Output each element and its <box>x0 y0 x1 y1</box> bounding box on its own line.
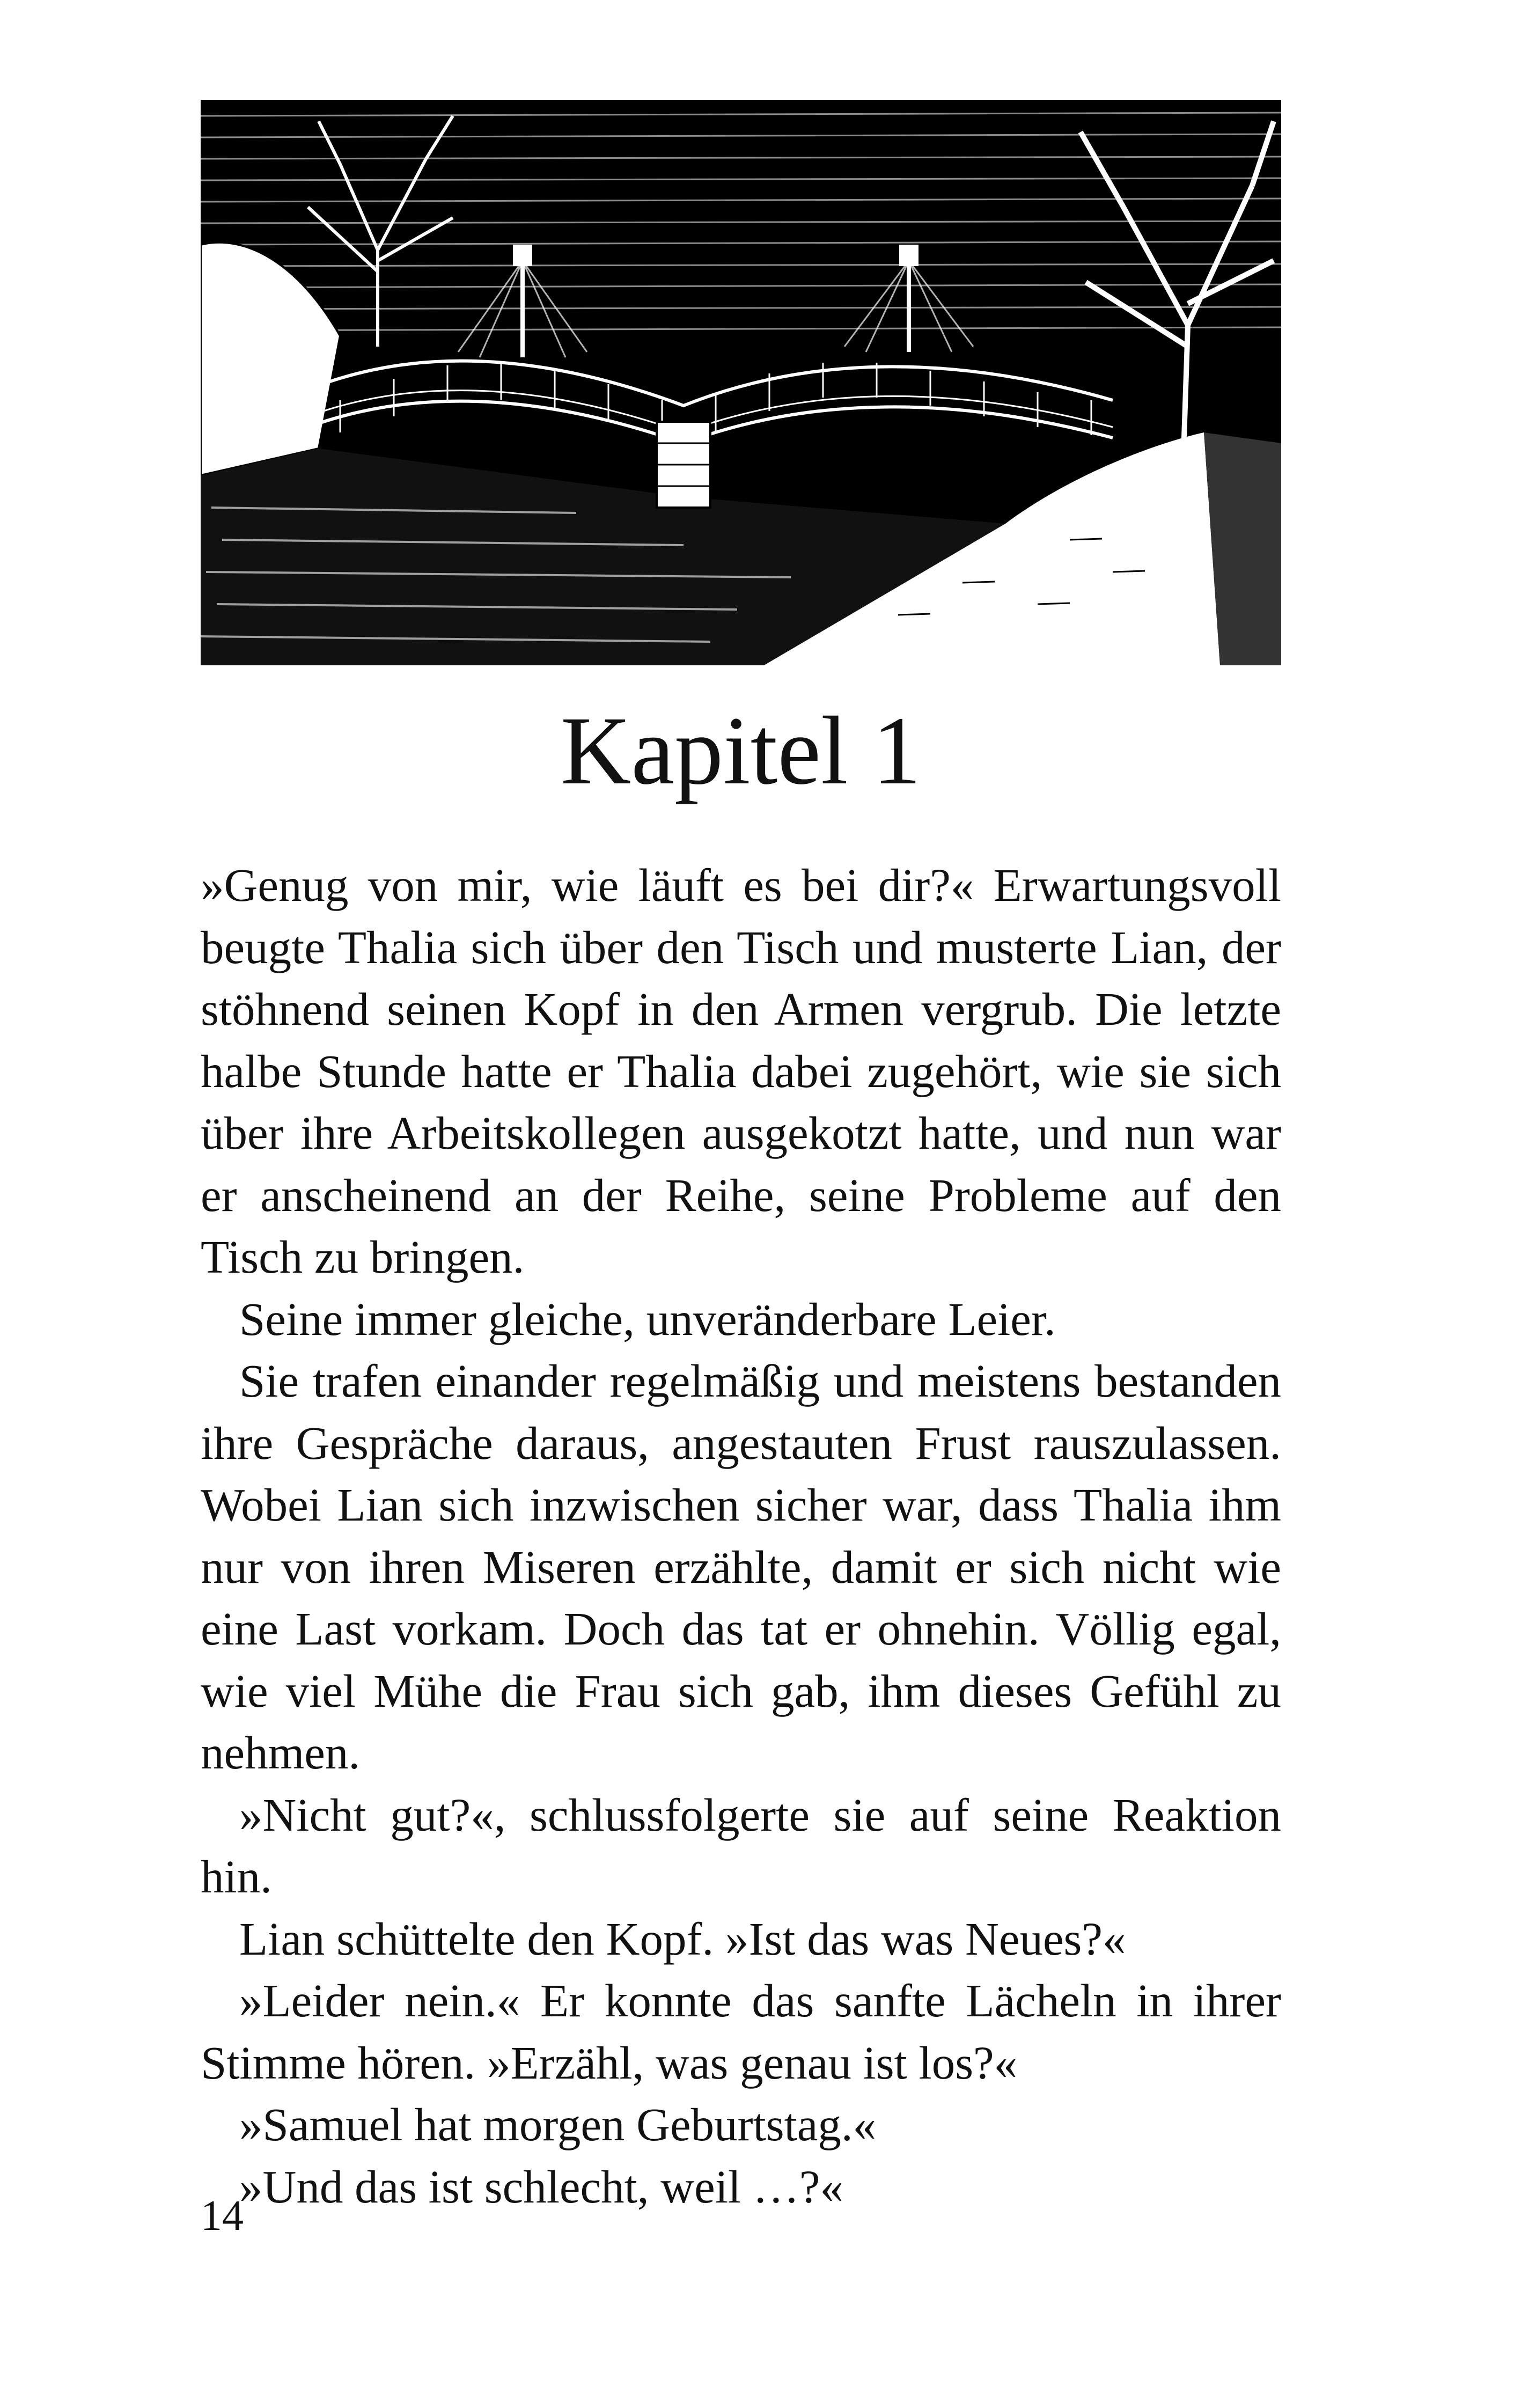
page-number: 14 <box>201 2192 244 2240</box>
chapter-title: Kapitel 1 <box>560 697 922 805</box>
chapter-illustration <box>201 100 1281 665</box>
paragraph: Sie trafen einander regelmäßig und meistens bestanden ihre Gespräche daraus, angestauten Frust rauszulassen. Wobei Lian sich inzwischen sicher war, dass Thalia ihm nur von ihren Miseren erzählte, damit er sich nicht wie eine Last vorkam. Doch das tat er ohnehin. Völlig egal, wie viel Mühe die Frau sich gab, ihm dieses Gefühl zu nehmen. <box>201 1355 1281 1779</box>
paragraph: »Und das ist schlecht, weil …?« <box>239 2160 843 2213</box>
chapter-body <box>201 854 1281 2218</box>
paragraph: »Nicht gut?«, schlussfolgerte sie auf seine Reaktion hin. <box>201 1788 1281 1903</box>
paragraph: Seine immer gleiche, unveränderbare Leier. <box>239 1293 1056 1345</box>
paragraph: »Genug von mir, wie läuft es bei dir?« Erwartungsvoll beugte Thalia sich über den Tisch und musterte Lian, der stöhnend seinen Kopf in den Armen vergrub. Die letzte halbe Stunde hatte er Thalia dabei zugehört, wie sie sich über ihre Arbeitskollegen ausgekotzt hatte, und nun war er anscheinend an der Reihe, seine Probleme auf den Tisch zu bringen. <box>201 859 1281 1283</box>
paragraph: »Leider nein.« Er konnte das sanfte Lächeln in ihrer Stimme hören. »Erzähl, was genau ist los?« <box>201 1974 1281 2089</box>
paragraph: Lian schüttelte den Kopf. »Ist das was Neues?« <box>239 1912 1126 1965</box>
winter-bridge-illustration <box>201 100 1281 665</box>
paragraph: »Samuel hat morgen Geburtstag.« <box>239 2098 877 2150</box>
